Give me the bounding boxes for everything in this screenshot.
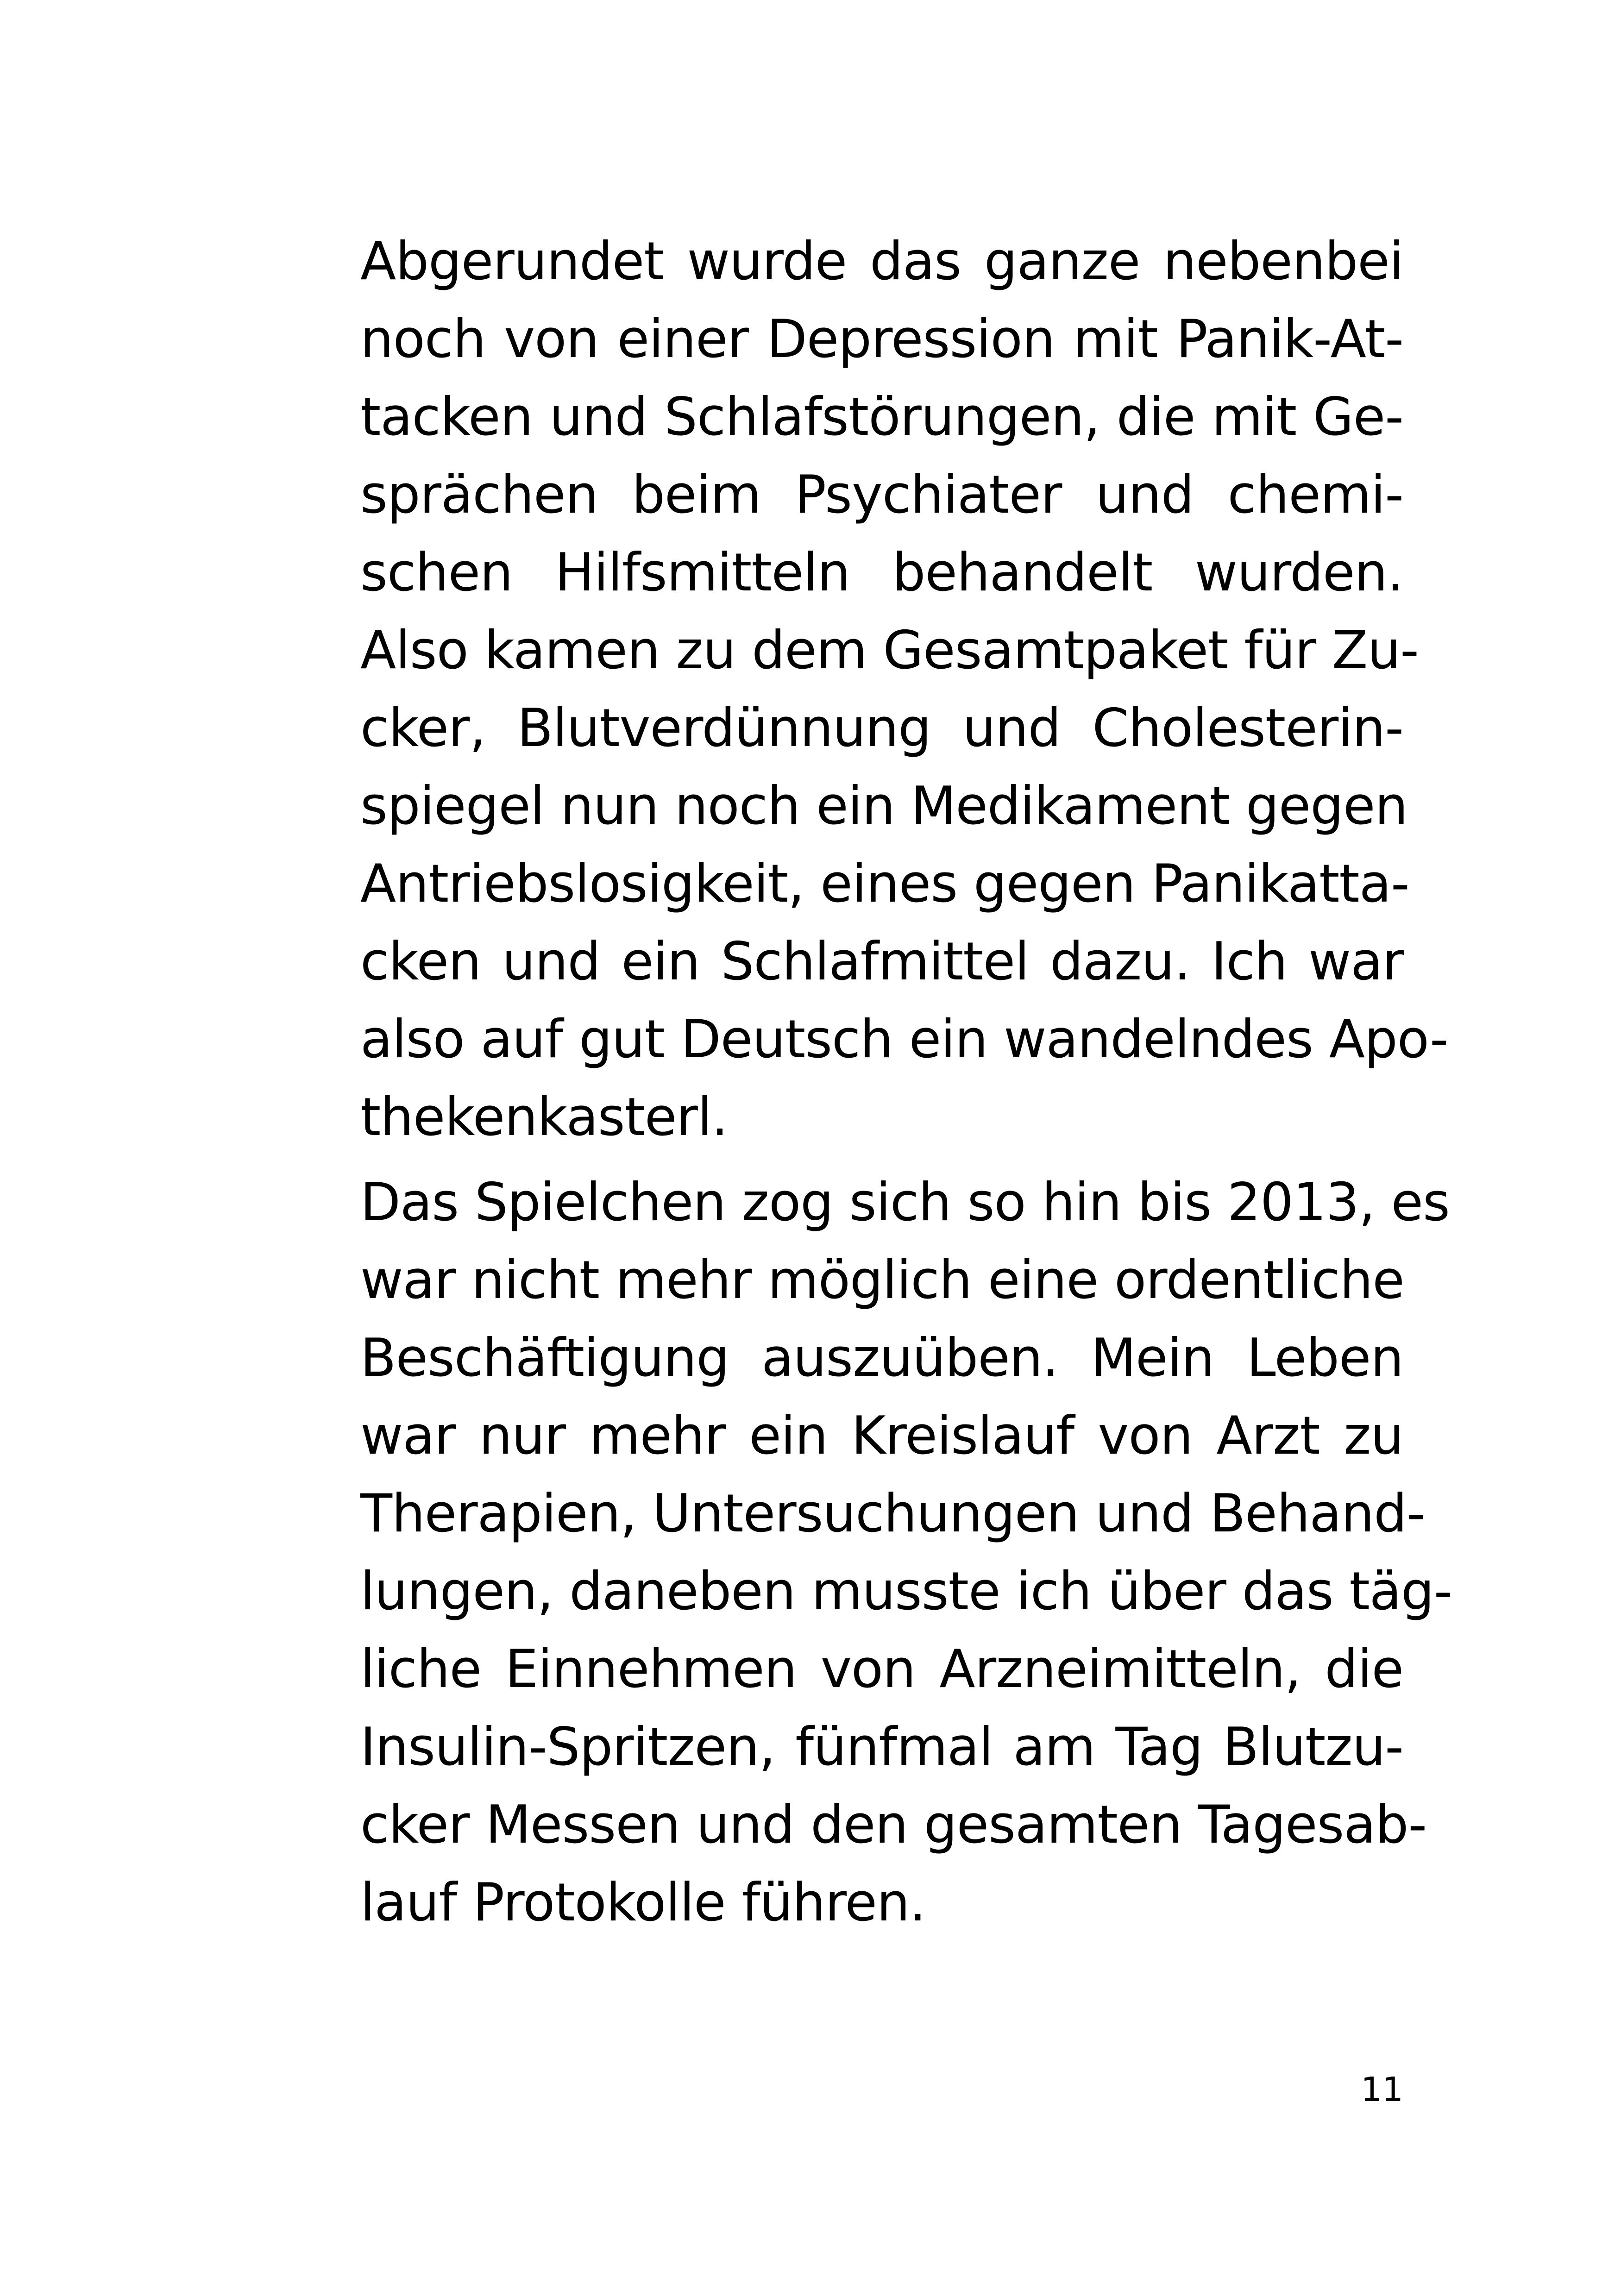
text-line: lungen, daneben musste ich über das täg- <box>360 1561 1452 1622</box>
text-line: Abgerundet wurde das ganze nebenbei <box>360 231 1403 292</box>
text-line: cken und ein Schlafmittel dazu. Ich war <box>360 931 1403 992</box>
text-line: lauf Protokolle führen. <box>360 1872 926 1933</box>
text-line: thekenkasterl. <box>360 1086 728 1148</box>
text-line: tacken und Schlafstörungen, die mit Ge- <box>360 386 1403 447</box>
text-line: Antriebslosigkeit, eines gegen Panikatta- <box>360 853 1409 914</box>
text-line: liche Einnehmen von Arzneimitteln, die <box>360 1638 1403 1700</box>
text-line: war nicht mehr möglich eine ordentliche <box>360 1249 1404 1311</box>
text-line: Also kamen zu dem Gesamtpaket für Zu- <box>360 620 1419 681</box>
text-line: noch von einer Depression mit Panik-At- <box>360 308 1403 370</box>
page-number: 11 <box>1361 2070 1403 2109</box>
text-line: cker Messen und den gesamten Tagesab- <box>360 1794 1427 1855</box>
text-line: Insulin-Spritzen, fünfmal am Tag Blutzu- <box>360 1716 1403 1777</box>
text-line: Das Spielchen zog sich so hin bis 2013, es <box>360 1172 1450 1233</box>
text-line: cker, Blutverdünnung und Cholesterin- <box>360 697 1403 759</box>
text-line: also auf gut Deutsch ein wandelndes Apo- <box>360 1009 1448 1070</box>
paragraph-2 <box>360 1163 1452 1941</box>
text-line: Beschäftigung auszuüben. Mein Leben <box>360 1327 1403 1388</box>
text-line: sprächen beim Psychiater und chemi- <box>360 464 1403 525</box>
text-line: spiegel nun noch ein Medikament gegen <box>360 775 1408 836</box>
text-line: schen Hilfsmitteln behandelt wurden. <box>360 542 1403 603</box>
text-line: Therapien, Untersuchungen und Behand- <box>360 1483 1425 1544</box>
paragraph-1 <box>360 222 1448 1156</box>
text-line: war nur mehr ein Kreislauf von Arzt zu <box>360 1405 1403 1466</box>
